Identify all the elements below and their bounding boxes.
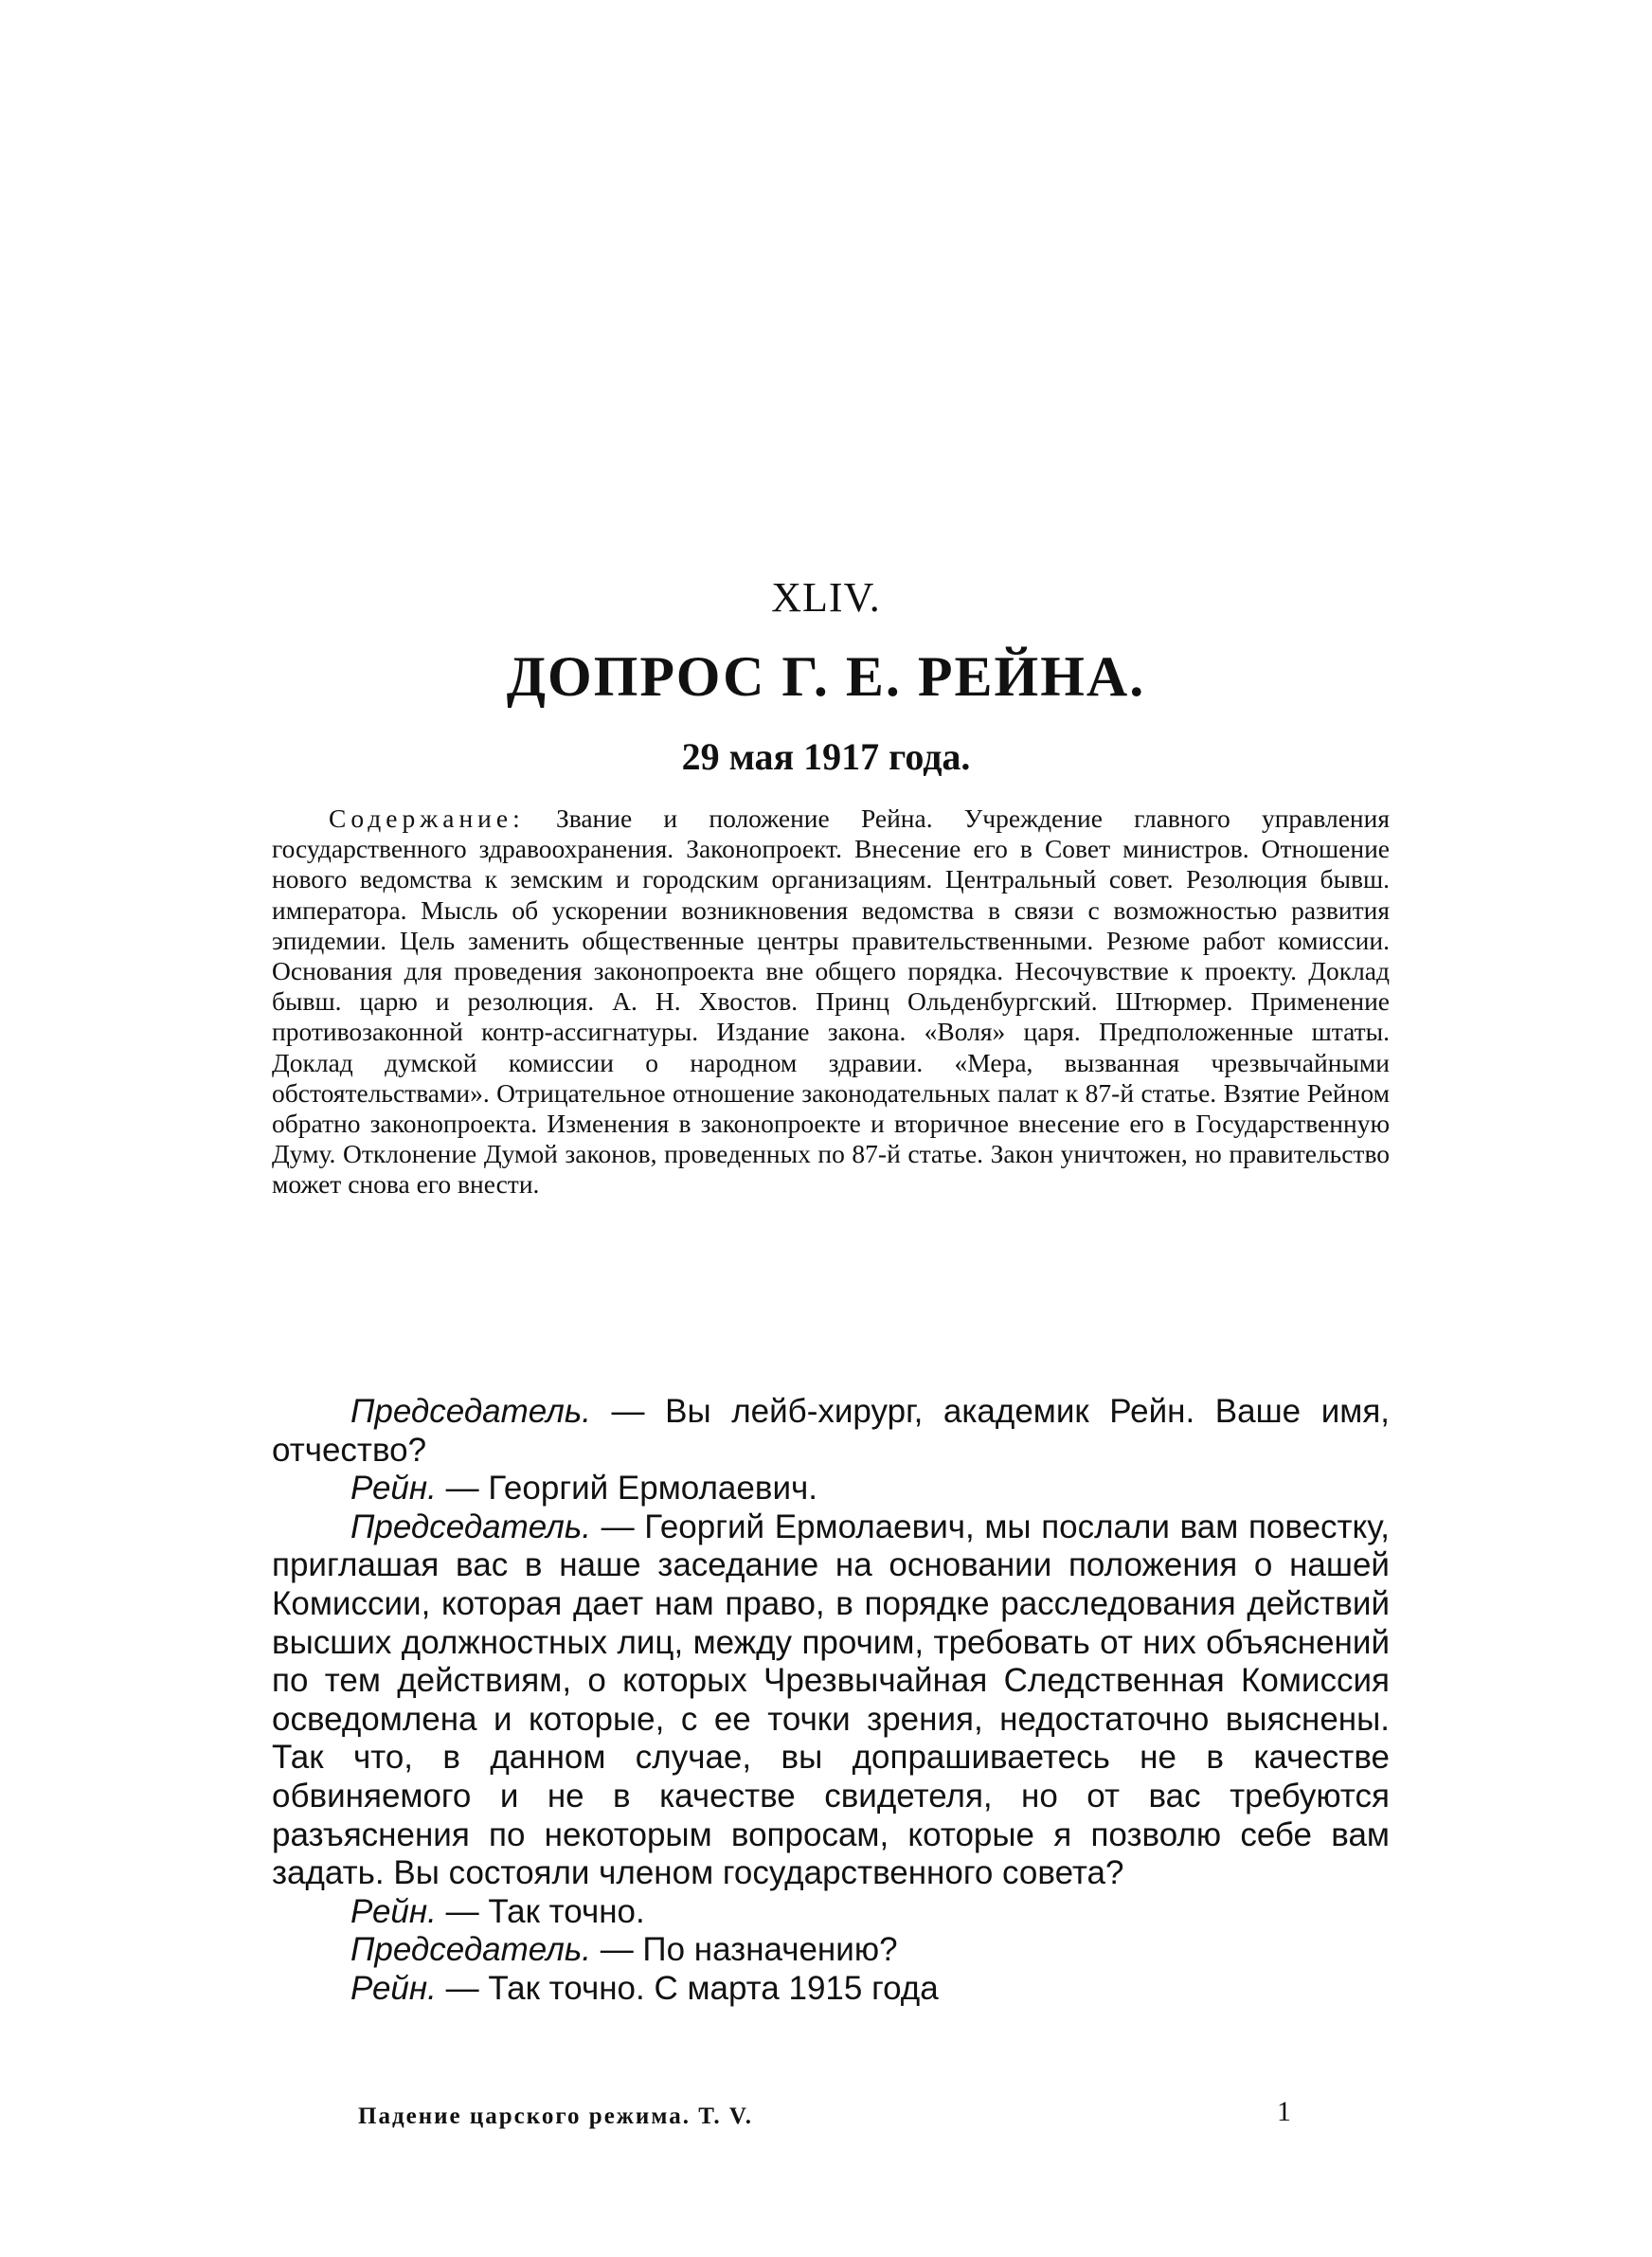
speech-text: — Георгий Ермолаевич, мы послали вам повестку, приглашая вас в наше заседание на основании положения о нашей Комиссии, которая дает нам право, в порядке расследования действий высших должностных лиц, между прочим, требовать от них объяснений по тем действиям, о которых Чрезвычайная Следственная Комиссия осведомлена и которые, с ее точки зрения, недостаточно выяснены. Так что, в данном случае, вы допрашиваетесь не в качестве обвиняемого и не в качестве свидетеля, но от вас требуются разъяснения по некоторым вопросам, которые я позволю себе вам задать. Вы состояли членом государственного совета? bbox=[272, 1508, 1390, 1892]
speaker-name: Рейн. bbox=[350, 1892, 437, 1930]
speech-text: — По назначению? bbox=[590, 1931, 898, 1969]
dialogue-paragraph bbox=[272, 1893, 1390, 1932]
speaker-name: Председатель. bbox=[350, 1508, 591, 1545]
chapter-title: ДОПРОС Г. Е. РЕЙНА. bbox=[506, 645, 1146, 708]
speech-text: — Вы лейб-хирург, академик Рейн. Ваше имя, отчество? bbox=[272, 1393, 1390, 1469]
dialogue bbox=[272, 1393, 1390, 2009]
speech-text: — Так точно. С марта 1915 года bbox=[436, 1969, 939, 2007]
dialogue-paragraph bbox=[272, 1393, 1390, 1470]
dialogue-paragraph bbox=[272, 1970, 1390, 2009]
speech-text: — Георгий Ермолаевич. bbox=[436, 1470, 817, 1508]
dialogue-paragraph bbox=[272, 1508, 1390, 1893]
summary-label: Содержание: bbox=[329, 803, 525, 833]
chapter-number: XLIV. bbox=[771, 574, 881, 621]
speaker-name: Председатель. bbox=[350, 1931, 591, 1969]
footer-book-title: Падение царского режима. Т. V. bbox=[358, 2104, 753, 2129]
speaker-name: Рейн. bbox=[350, 1470, 437, 1508]
chapter-summary bbox=[272, 803, 1390, 1201]
dialogue-paragraph bbox=[272, 1470, 1390, 1508]
speaker-name: Председатель. bbox=[350, 1393, 591, 1430]
speech-text: — Так точно. bbox=[436, 1892, 645, 1930]
speaker-name: Рейн. bbox=[350, 1969, 437, 2007]
summary-text: Звание и положение Рейна. Учреждение главного управления государственного здравоохранения. Законопроект. Внесение его в Совет министров. Отношение нового ведомства к земским и городским организациям. Центральный совет. Резолюция бывш. императора. Мысль об ускорении возникновения ведомства в связи с возможностью развития эпидемии. Цель заменить общественные центры правительственными. Резюме работ комиссии. Основания для проведения законопроекта вне общего порядка. Несочувствие к проекту. Доклад бывш. царю и резолюция. А. Н. Хвостов. Принц Ольденбургский. Штюрмер. Применение противозаконной контр-ассигнатуры. Издание закона. «Воля» царя. Предположенные штаты. Доклад думской комиссии о народном здравии. «Мера, вызванная чрезвычайными обстоятельствами». Отрицательное отношение законодательных палат к 87-й статье. Взятие Рейном обратно законопроекта. Изменения в законопроекте и вторичное внесение его в Государственную Думу. Отклонение Думой законов, проведенных по 87-й статье. Закон уничтожен, но правительство может снова его внести. bbox=[272, 803, 1390, 1200]
page-number: 1 bbox=[1277, 2096, 1291, 2127]
dialogue-paragraph bbox=[272, 1931, 1390, 1970]
interrogation-date: 29 мая 1917 года. bbox=[681, 735, 971, 778]
